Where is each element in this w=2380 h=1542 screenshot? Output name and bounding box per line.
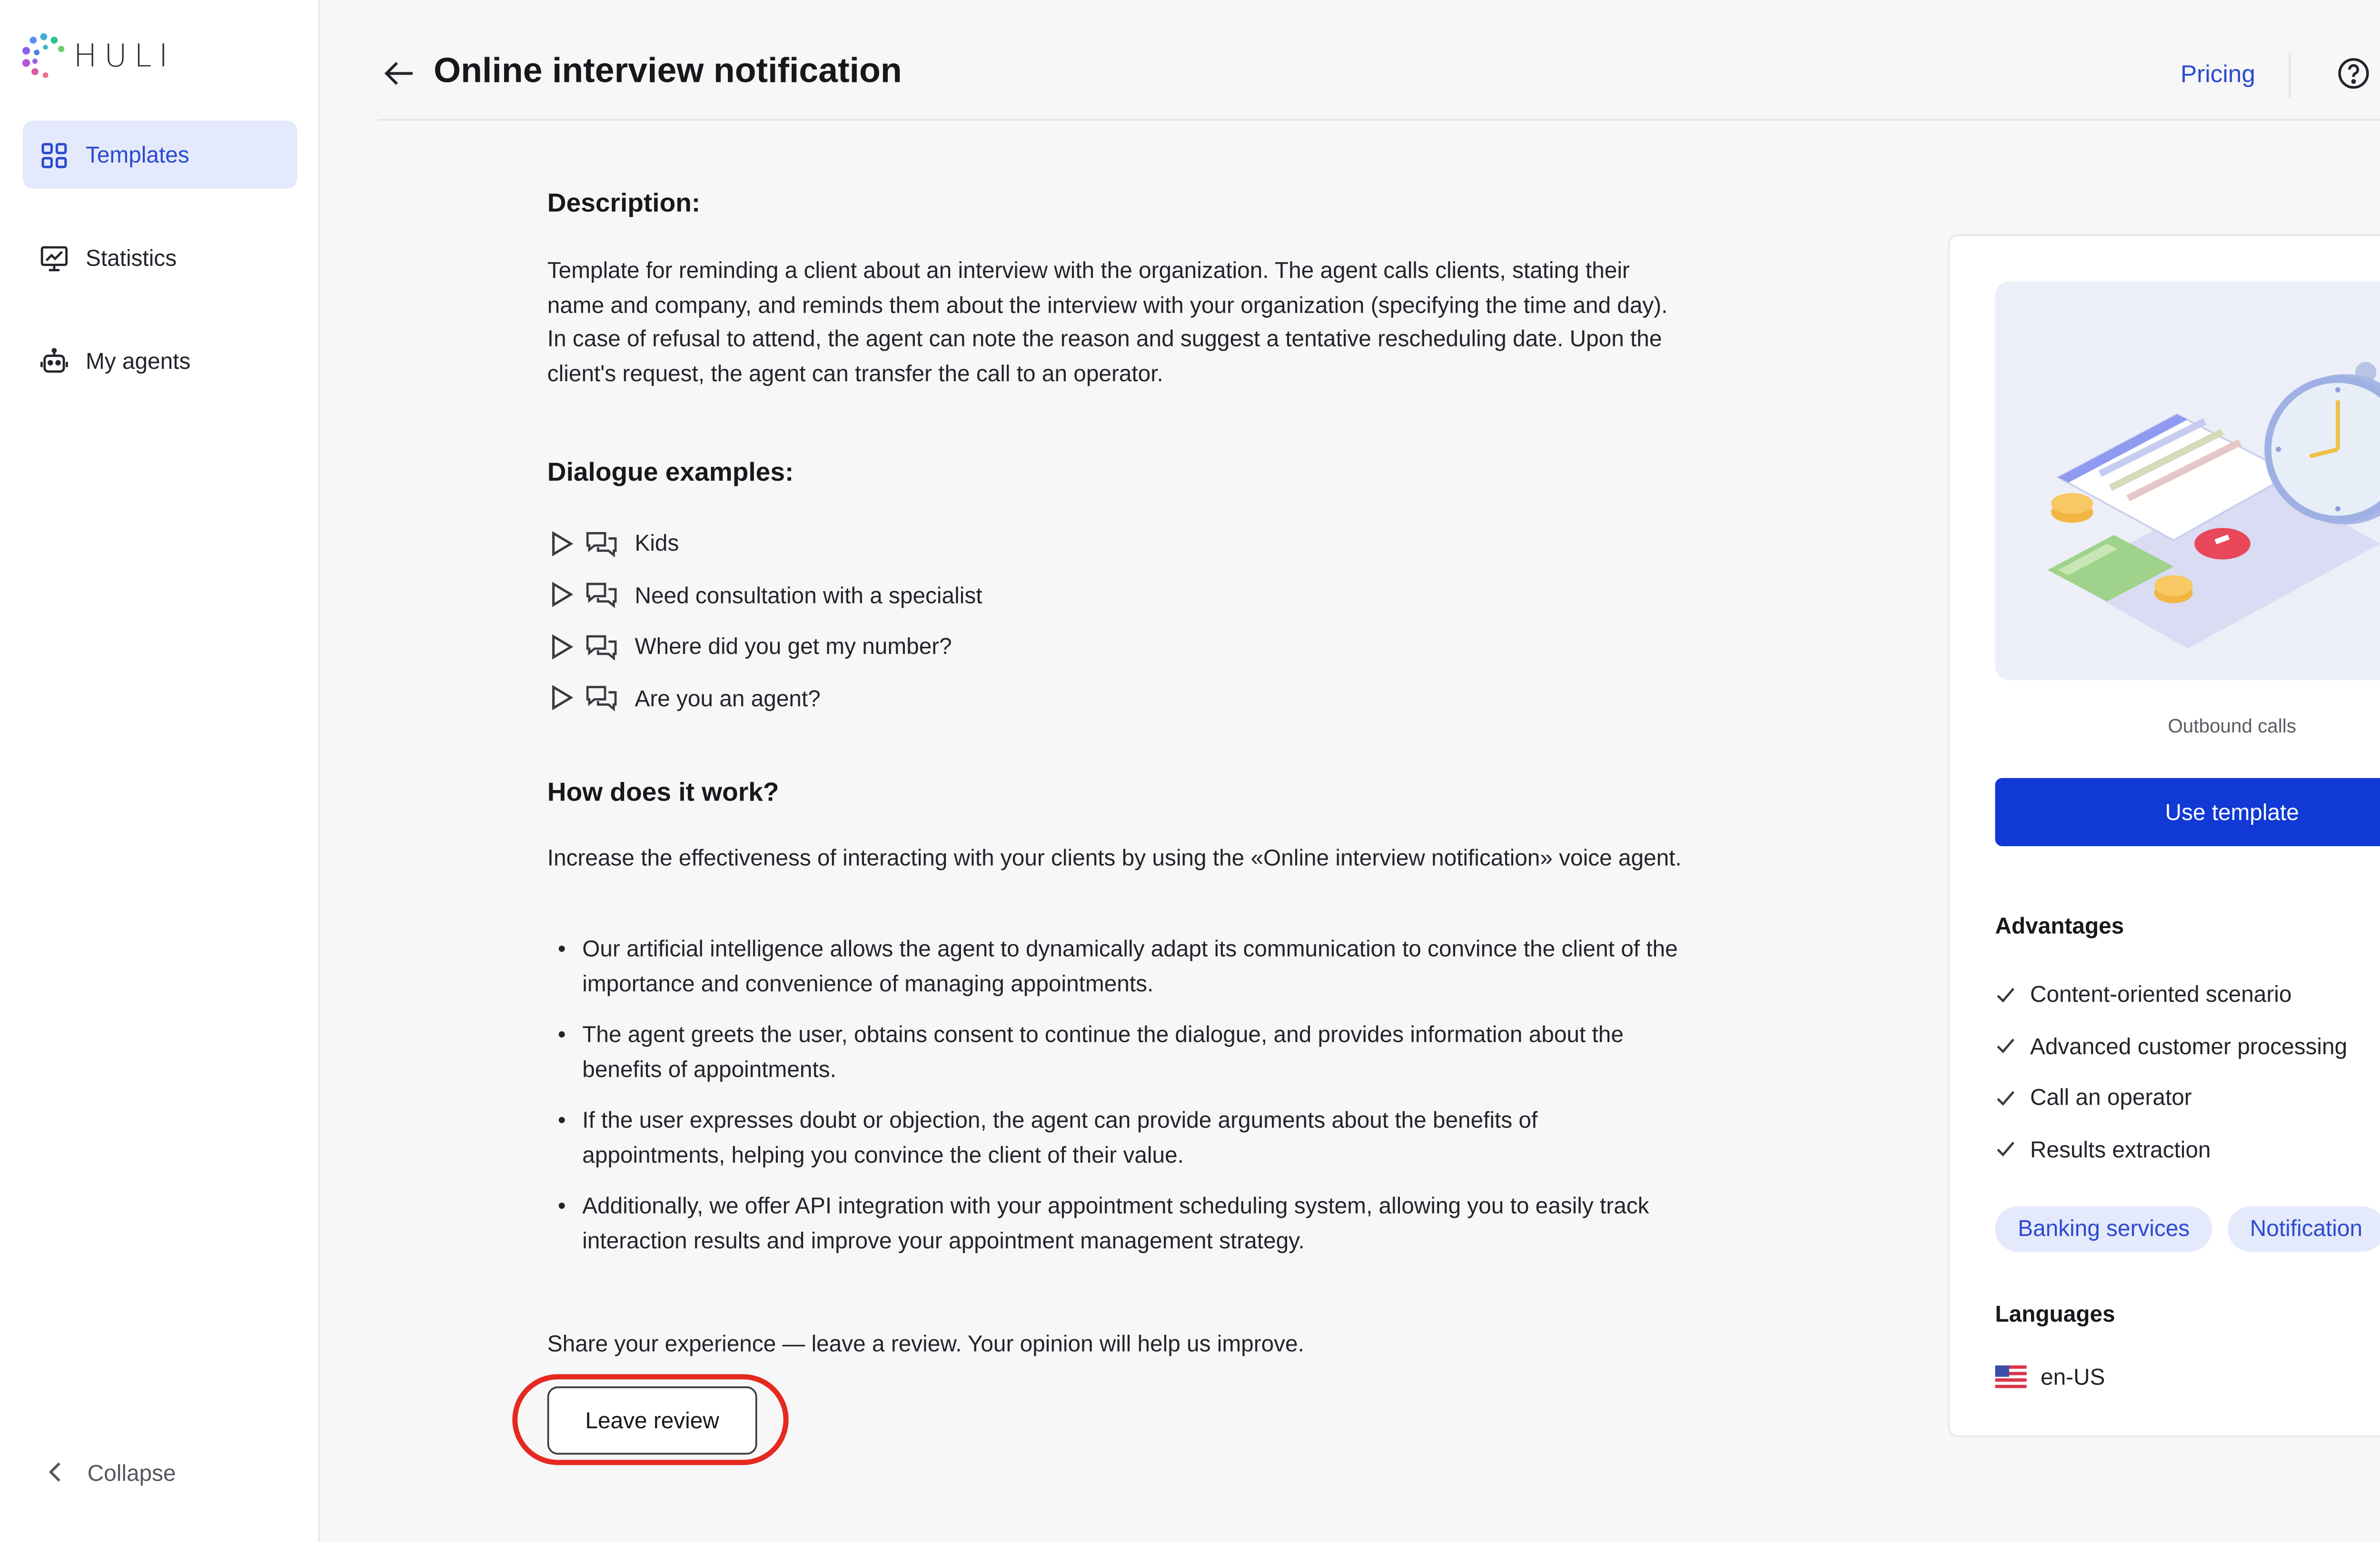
check-icon <box>1995 984 2016 1005</box>
advantage-label: Call an operator <box>2030 1084 2192 1111</box>
tag-banking-services[interactable]: Banking services <box>1995 1206 2212 1252</box>
logo[interactable] <box>21 31 175 80</box>
template-card <box>1948 234 2380 1437</box>
how-it-works-heading: How does it work? <box>547 778 779 808</box>
language-item <box>1995 1364 2105 1390</box>
us-flag-icon <box>1995 1365 2026 1388</box>
sidebar <box>0 0 320 1542</box>
advantage-label: Content-oriented scenario <box>2030 981 2292 1008</box>
logo-mark-icon <box>21 31 67 80</box>
how-it-works-list <box>547 932 1684 1275</box>
advantage-label: Advanced customer processing <box>2030 1033 2348 1059</box>
description-heading: Description: <box>547 188 701 219</box>
dialogue-examples-heading: Dialogue examples: <box>547 458 794 488</box>
leave-review-button[interactable]: Leave review <box>547 1386 757 1454</box>
logo-text: HULI <box>73 37 175 75</box>
sidebar-item-templates[interactable] <box>23 120 298 188</box>
dialogue-example-label: Kids <box>635 530 679 557</box>
dialogue-examples-list <box>547 517 982 723</box>
tags-row[interactable] <box>1995 1206 2380 1252</box>
dialogue-example[interactable] <box>547 569 982 621</box>
sidebar-item-label: My agents <box>85 348 191 375</box>
grid-icon <box>40 141 68 169</box>
play-icon[interactable] <box>547 529 575 557</box>
play-icon[interactable] <box>547 633 575 661</box>
how-it-works-intro: Increase the effectiveness of interacting with your clients by using the «Online interview notification» voice agent. <box>547 844 1682 871</box>
languages-heading: Languages <box>1995 1301 2115 1327</box>
advantage-item <box>1995 1123 2347 1175</box>
help-icon[interactable] <box>2336 56 2371 91</box>
use-template-button[interactable]: Use template <box>1995 778 2380 846</box>
robot-icon <box>40 347 68 375</box>
check-icon <box>1995 1036 2016 1057</box>
sidebar-item-label: Statistics <box>85 245 177 271</box>
page-title: Online interview notification <box>434 52 902 91</box>
sidebar-item-statistics[interactable] <box>23 224 298 292</box>
category-label: Outbound calls <box>2168 717 2296 738</box>
description-text: Template for reminding a client about an interview with the organization. The agent calls clients, stating their name and company, and reminds them about the interview with your organization (specifying the time and day). In case of refusal to attend, the agent can note the reason and suggest a tentative rescheduling date. Upon the client's request, the agent can transfer the call to an operator. <box>547 257 1668 386</box>
advantage-item <box>1995 969 2347 1020</box>
advantage-label: Results extraction <box>2030 1136 2211 1162</box>
dialogue-example[interactable] <box>547 517 982 569</box>
list-item: • Additionally, we offer API integration with your appointment scheduling system, allowing you to easily track interaction results and improve your appointment management strategy. <box>547 1189 1684 1257</box>
back-arrow-icon[interactable] <box>377 52 419 94</box>
pricing-link[interactable]: Pricing <box>2180 59 2256 88</box>
advantages-heading: Advantages <box>1995 912 2124 939</box>
play-icon[interactable] <box>547 581 575 609</box>
dialogue-example[interactable] <box>547 672 982 723</box>
dialogue-example[interactable] <box>547 621 982 672</box>
template-illustration <box>1995 281 2380 680</box>
page-header <box>377 0 2380 120</box>
collapse-label: Collapse <box>87 1459 176 1485</box>
chat-bubbles-icon <box>586 581 617 609</box>
list-item: • The agent greets the user, obtains consent to continue the dialogue, and provides information about the benefits of appointments. <box>547 1018 1684 1086</box>
play-icon[interactable] <box>547 684 575 712</box>
dialogue-example-label: Where did you get my number? <box>635 633 952 660</box>
language-label: en-US <box>2040 1364 2105 1390</box>
sidebar-item-label: Templates <box>85 141 189 168</box>
tag-notification[interactable]: Notification <box>2227 1206 2380 1252</box>
list-item: • Our artificial intelligence allows the agent to dynamically adapt its communication to convince the client of the importance and convenience of managing appointments. <box>547 932 1684 1000</box>
chat-bubbles-icon <box>586 633 617 661</box>
advantage-item <box>1995 1072 2347 1123</box>
review-prompt: Share your experience — leave a review. Your opinion will help us improve. <box>547 1330 1304 1357</box>
advantage-item <box>1995 1020 2347 1071</box>
list-item: • If the user expresses doubt or objection, the agent can provide arguments about the benefits of appointments, helping you convince the client of their value. <box>547 1103 1684 1172</box>
header-divider <box>2289 52 2291 98</box>
dialogue-example-label: Need consultation with a specialist <box>635 582 982 608</box>
calendar-clock-illustration-icon <box>1995 281 2380 680</box>
check-icon <box>1995 1138 2016 1159</box>
chat-bubbles-icon <box>586 684 617 712</box>
advantages-list <box>1995 969 2347 1175</box>
monitor-chart-icon <box>40 244 68 272</box>
dialogue-example-label: Are you an agent? <box>635 685 821 712</box>
sidebar-item-my-agents[interactable] <box>23 327 298 395</box>
sidebar-nav <box>23 120 298 430</box>
collapse-button[interactable] <box>42 1458 176 1486</box>
chevron-left-icon <box>42 1458 70 1486</box>
chat-bubbles-icon <box>586 529 617 557</box>
check-icon <box>1995 1087 2016 1108</box>
